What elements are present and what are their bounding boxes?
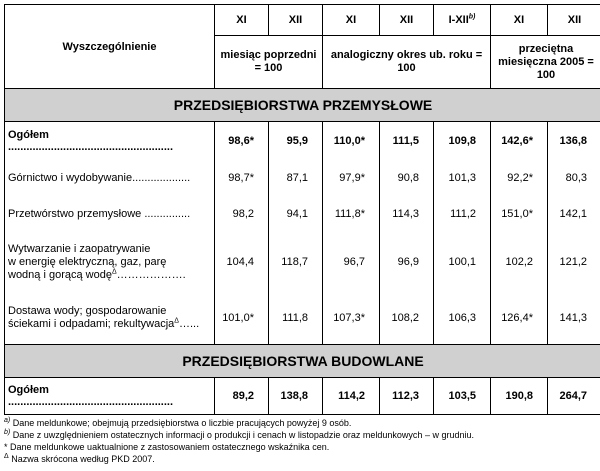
table-row <box>5 122 600 161</box>
value-cell: 98,2 <box>215 196 269 232</box>
value-cell: 103,5 <box>434 378 491 415</box>
value-cell: 190,8 <box>491 378 548 415</box>
value-cell: 90,8 <box>380 160 434 196</box>
section-title: PRZEDSIĘBIORSTWA BUDOWLANE <box>5 345 600 378</box>
row-label-cell <box>5 232 215 292</box>
footnote-text: Dane z uwzględnieniem ostatecznych informacji o produkcji i cenach w listopadzie oraz meldunkowych – w grudniu. <box>10 430 474 440</box>
footnote <box>4 441 596 453</box>
row-label-dots: …... <box>178 318 200 330</box>
header-month-cell <box>434 5 491 36</box>
value-cell: 151,0* <box>491 196 548 232</box>
header-base-2: analogiczny okres ub. roku = 100 <box>323 36 491 89</box>
value-cell: 264,7 <box>548 378 600 415</box>
footnote-mark: a) <box>4 417 11 424</box>
footnote <box>4 429 596 441</box>
value-cell: 102,2 <box>491 232 548 292</box>
row-label-line: w energię elektryczną, gaz, parę <box>8 255 167 268</box>
header-month: I-XII <box>448 14 469 26</box>
row-label: Górnictwo i wydobywanie................... <box>5 160 215 196</box>
header-month: XII <box>269 5 323 36</box>
section-header-construction <box>5 345 600 378</box>
header-month: XI <box>323 5 380 36</box>
header-base-3: przeciętna miesięczna 2005 = 100 <box>491 36 600 89</box>
section-title: PRZEDSIĘBIORSTWA PRZEMYSŁOWE <box>5 89 600 122</box>
table-row <box>5 196 600 232</box>
price-index-table <box>4 4 600 415</box>
value-cell: 107,3* <box>323 292 380 345</box>
value-cell: 126,4* <box>491 292 548 345</box>
value-cell: 106,3 <box>434 292 491 345</box>
value-cell: 97,9* <box>323 160 380 196</box>
footnote <box>4 417 596 429</box>
table-row <box>5 378 600 415</box>
table-row <box>5 160 600 196</box>
row-label: Ogółem ...................................................... <box>5 378 215 415</box>
table-row <box>5 292 600 345</box>
value-cell: 101,0* <box>215 292 269 345</box>
row-label-line-wrap <box>8 269 211 282</box>
footnote-mark: Δ <box>4 453 9 460</box>
value-cell: 109,8 <box>434 122 491 161</box>
row-label-cell <box>5 292 215 345</box>
footnotes <box>4 417 596 465</box>
value-cell: 94,1 <box>269 196 323 232</box>
value-cell: 111,2 <box>434 196 491 232</box>
table-row <box>5 232 600 292</box>
value-cell: 112,3 <box>380 378 434 415</box>
value-cell: 96,7 <box>323 232 380 292</box>
value-cell: 101,3 <box>434 160 491 196</box>
value-cell: 96,9 <box>380 232 434 292</box>
value-cell: 118,7 <box>269 232 323 292</box>
value-cell: 114,3 <box>380 196 434 232</box>
row-label-line-wrap <box>8 318 211 331</box>
footnote-mark: Δ <box>111 267 117 275</box>
value-cell: 95,9 <box>269 122 323 161</box>
header-label: Wyszczególnienie <box>62 40 157 53</box>
header-base-1: miesiąc poprzedni = 100 <box>215 36 323 89</box>
value-cell: 142,1 <box>548 196 600 232</box>
footnote-text: Nazwa skrócona według PKD 2007. <box>8 454 155 464</box>
header-label-cell <box>5 5 215 89</box>
value-cell: 108,2 <box>380 292 434 345</box>
footnote-mark: Δ <box>174 317 179 325</box>
value-cell: 98,6* <box>215 122 269 161</box>
row-label-line: Wytwarzanie i zaopatrywanie <box>8 242 151 255</box>
footnote <box>4 453 596 465</box>
value-cell: 89,2 <box>215 378 269 415</box>
footnote-text: Dane meldunkowe uaktualnione z zastosowaniem ostatecznego wskaźnika cen. <box>7 442 330 452</box>
row-label: Przetwórstwo przemysłowe ............... <box>5 196 215 232</box>
value-cell: 141,3 <box>548 292 600 345</box>
value-cell: 110,0* <box>323 122 380 161</box>
value-cell: 87,1 <box>269 160 323 196</box>
value-cell: 111,8* <box>323 196 380 232</box>
header-month: XII <box>380 5 434 36</box>
header-month: XII <box>548 5 600 36</box>
value-cell: 121,2 <box>548 232 600 292</box>
price-index-table-container <box>4 4 595 415</box>
value-cell: 98,7* <box>215 160 269 196</box>
row-label-dots: ………………. <box>116 268 186 281</box>
value-cell: 136,8 <box>548 122 600 161</box>
value-cell: 104,4 <box>215 232 269 292</box>
value-cell: 111,8 <box>269 292 323 345</box>
value-cell: 100,1 <box>434 232 491 292</box>
value-cell: 142,6* <box>491 122 548 161</box>
header-month: XI <box>491 5 548 36</box>
footnote-text: Dane meldunkowe; obejmują przedsiębiorstwa o liczbie pracujących powyżej 9 osób. <box>10 418 352 428</box>
footnote-mark: b) <box>4 429 11 436</box>
value-cell: 92,2* <box>491 160 548 196</box>
footnote-mark: * <box>4 442 8 452</box>
header-month-footnote-mark: b) <box>468 13 476 21</box>
header-month: XI <box>215 5 269 36</box>
section-header-industry <box>5 89 600 122</box>
header-months-row <box>5 5 600 36</box>
row-label-line: wodną i gorącą wodę <box>8 268 112 281</box>
value-cell: 114,2 <box>323 378 380 415</box>
value-cell: 80,3 <box>548 160 600 196</box>
row-label: Ogółem ...................................................... <box>5 122 215 161</box>
row-label-line: ściekami i odpadami; rekultywacja <box>8 318 175 330</box>
value-cell: 111,5 <box>380 122 434 161</box>
value-cell: 138,8 <box>269 378 323 415</box>
row-label-line: Dostawa wody; gospodarowanie <box>8 305 167 317</box>
